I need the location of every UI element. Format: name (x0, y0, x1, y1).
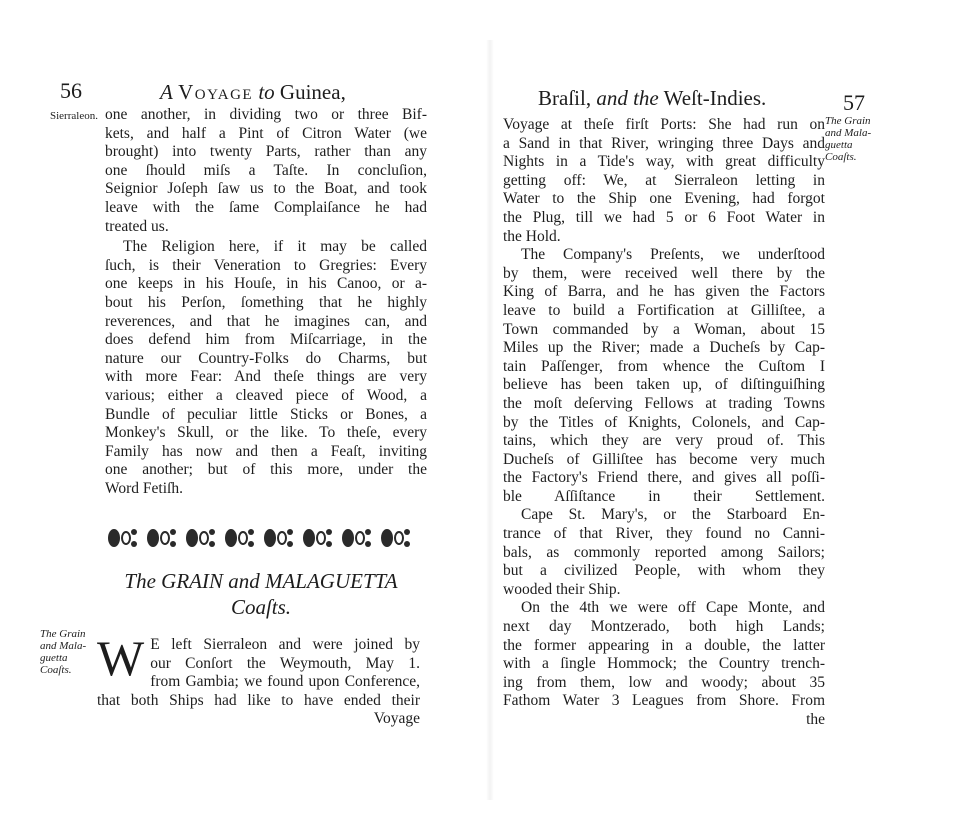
text-line: Family has now and then a Feaſt, inviting (105, 442, 427, 460)
text-line: Bundle of peculiar little Sticks or Bones, a (105, 405, 427, 423)
margin-note-line: and Mala- (40, 640, 87, 652)
text-line: that both Ships had like to have ended their (97, 691, 420, 709)
running-head-place: Guinea, (279, 80, 346, 104)
left-running-head (160, 80, 346, 105)
text-line: ſuch, is their Veneration to Gregries: Every (105, 256, 427, 274)
text-line: with a ſingle Hommock; the Country trench- (503, 655, 825, 673)
text-line: Seignior Joſeph ſaw us to the Boat, and took (105, 180, 427, 198)
text-line: wooded their Ship. (503, 580, 621, 598)
text-line: the former appearing in a double, the latter (503, 636, 825, 654)
text-line: from Gambia; we found upon Conference, (150, 673, 420, 691)
left-body-text (105, 106, 427, 498)
text-line: reverences, and that he imagines can, and (105, 312, 427, 330)
text-line: trance of that River, they found no Canni- (503, 525, 825, 543)
margin-note-sierraleon: Sierraleon. (50, 110, 98, 122)
text-line: leave with the ſame Complaiſance he had (105, 198, 427, 216)
text-line: brought) into twenty Parts, rather than any (105, 143, 427, 161)
margin-note-grain-coasts-left (40, 628, 86, 676)
section-body-text (97, 630, 420, 729)
text-line: leave to build a Fortification at Gilliſtee, a (503, 301, 825, 319)
text-line: with more Fear: And theſe things are very (105, 368, 427, 386)
running-head-the: the (633, 86, 659, 110)
margin-note-line: The Grain (825, 115, 871, 127)
text-line: but a civilized People, with whom they (503, 562, 825, 580)
text-line: our Conſort the Weymouth, May 1. (150, 654, 420, 672)
text-line: Ducheſs of Gilliſtee has become very much (503, 450, 825, 468)
text-line: Monkey's Skull, or the like. To theſe, every (105, 424, 427, 442)
text-line: one keeps in his Houſe, in his Canoo, or a- (105, 275, 427, 293)
paragraph-2-religion (105, 238, 427, 498)
text-line: Word Fetiſh. (105, 479, 183, 497)
margin-note-line: The Grain (40, 628, 86, 640)
text-line: bals, as commonly reported among Sailors; (503, 543, 825, 561)
text-line: by them, were received well there by the (503, 264, 825, 282)
text-line: one another; but of this more, under the (105, 461, 427, 479)
section-title-line-2: Coaſts. (230, 595, 292, 619)
margin-note-line: Coaſts. (825, 151, 857, 163)
text-line: Fathom Water 3 Leagues from Shore. From (503, 692, 825, 710)
right-lines (503, 116, 825, 711)
text-line: E left Sierraleon and were joined by (150, 636, 420, 653)
printer-ornament (104, 522, 420, 554)
text-line: the Hold. (503, 227, 561, 245)
running-head-prefix: A (160, 80, 173, 104)
right-page-number: 57 (843, 90, 865, 115)
text-line: Voyage at theſe firſt Ports: She had run on (503, 116, 825, 133)
text-line: Water to the Ship one Evening, had forgot (503, 190, 825, 208)
text-line: Nights in a Tide's way, with great difficulty (503, 153, 825, 171)
text-line: various; either a cleaved piece of Wood, a (105, 386, 427, 404)
text-line: ing from them, low and woody; about 35 (503, 673, 825, 691)
section-title (96, 568, 426, 620)
text-line: next day Montzerado, both high Lands; (503, 618, 825, 636)
text-line: nature our Country-Folks do Charms, but (105, 349, 427, 367)
text-line: the moſt deſerving Fellows at trading Towns (503, 394, 825, 412)
text-line: King of Barra, and he has given the Factors (503, 283, 825, 301)
text-line: tain Paſſenger, from whence the Cuſtom I (503, 357, 825, 375)
text-line: Cape St. Mary's, or the Starboard En- (521, 506, 825, 524)
text-line: the Plug, till we had 5 or 6 Foot Water in (503, 208, 825, 226)
text-line: does defend him from Miſcarriage, in the (105, 331, 427, 349)
text-line: believe has been taken up, of diſtinguiſhing (503, 376, 825, 394)
left-catchword: Voyage (373, 710, 420, 728)
text-line: tains, which they are very proud of. This (503, 432, 825, 450)
text-line: by the Titles of Knights, Colonels, and Cap- (503, 413, 825, 431)
text-line: bout his Perſon, ſomething that he highly (105, 293, 427, 311)
text-line: the Factory's Friend there, and gives all poſſi- (503, 469, 825, 487)
running-head-and: and (596, 86, 628, 110)
text-line: one another, in dividing two or three Bif- (105, 106, 427, 123)
text-line: Town commanded by a Woman, about 15 (503, 320, 825, 338)
right-page (490, 0, 980, 838)
text-line: getting off: We, at Sierraleon letting in (503, 171, 825, 189)
margin-note-line: Coaſts. (40, 664, 72, 676)
text-line: treated us. (105, 217, 169, 235)
text-line: The Company's Preſents, we underſtood (521, 246, 825, 264)
text-line: The Religion here, if it may be called (123, 238, 427, 256)
text-line: On the 4th we were off Cape Monte, and (521, 599, 825, 617)
text-line: kets, and half a Pint of Citron Water (we (105, 124, 427, 142)
margin-note-line: guetta (40, 652, 68, 664)
margin-note-line: and Mala- (825, 127, 872, 139)
drop-cap: W (97, 630, 145, 686)
running-head-west-indies: Weſt-Indies. (663, 86, 767, 110)
right-body-text (503, 116, 825, 730)
text-line: a Sand in that River, wringing three Days and (503, 134, 825, 152)
section-title-line-1: The GRAIN and MALAGUETTA (124, 569, 398, 593)
margin-note-grain-coasts-right (825, 115, 871, 163)
right-catchword: the (806, 711, 825, 728)
left-page-number: 56 (60, 78, 82, 103)
running-head-voyage: Voyage (178, 80, 254, 104)
margin-note-line: guetta (825, 139, 853, 151)
text-line: one ſhould miſs a Taſte. In concluſion, (105, 161, 427, 179)
text-line: ble Aſſiſtance in their Settlement. (503, 487, 825, 505)
running-head-brasil: Braſil, (538, 86, 592, 110)
right-running-head (538, 86, 766, 111)
section-lines (97, 630, 420, 710)
paragraph-1 (105, 106, 427, 236)
running-head-to: to (258, 80, 275, 104)
text-line: Miles up the River; made a Ducheſs by Cap- (503, 339, 825, 357)
